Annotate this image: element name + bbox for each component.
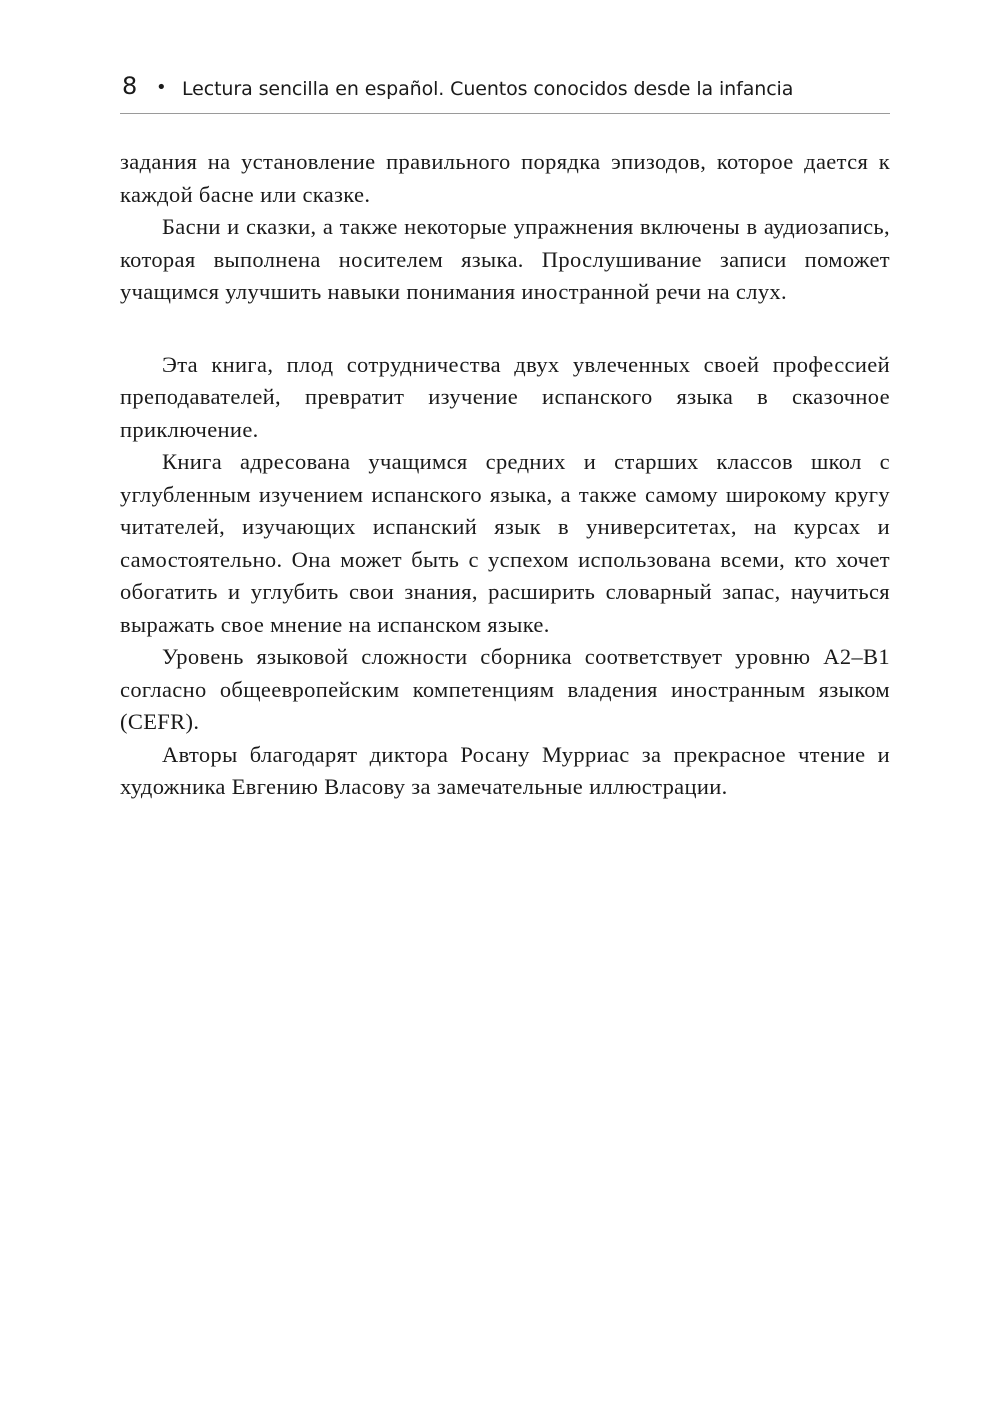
paragraph: Книга адресована учащимся средних и старших классов школ с углубленным изучением испанского языка, а также самому широкому кругу читателей, изучающих испанский язык в университетах, на курсах и самостоятельно. Она может быть с успехом использована всеми, кто хочет обогатить и углубить свои знания, расширить словарный запас, научиться выражать свое мнение на испанском языке. (120, 449, 890, 637)
paragraph: Уровень языковой сложности сборника соответствует уровню A2–B1 согласно общеевропейским компетенциям владения иностранным языком (CEFR). (120, 644, 890, 734)
page-header (120, 70, 890, 114)
paragraph: Басни и сказки, а также некоторые упражнения включены в аудиозапись, которая выполнена носителем языка. Прослушивание записи поможет учащимся улучшить навыки понимания иностранной речи на слух. (120, 214, 890, 304)
paragraph: Авторы благодарят диктора Росану Мурриас за прекрасное чтение и художника Евгению Власову за замечательные иллюстрации. (120, 741, 890, 799)
paragraph: Эта книга, плод сотрудничества двух увлеченных своей профессией преподавателей, превратит изучение испанского языка в сказочное приключение. (120, 351, 890, 442)
page-number: 8 (122, 72, 138, 100)
paragraph: задания на установление правильного порядка эпизодов, которое дается к каждой басне или сказке. (120, 149, 890, 207)
body-text (120, 146, 890, 804)
header-bullet: • (156, 77, 167, 98)
running-title: Lectura sencilla en español. Cuentos conocidos desde la infancia (182, 78, 794, 100)
